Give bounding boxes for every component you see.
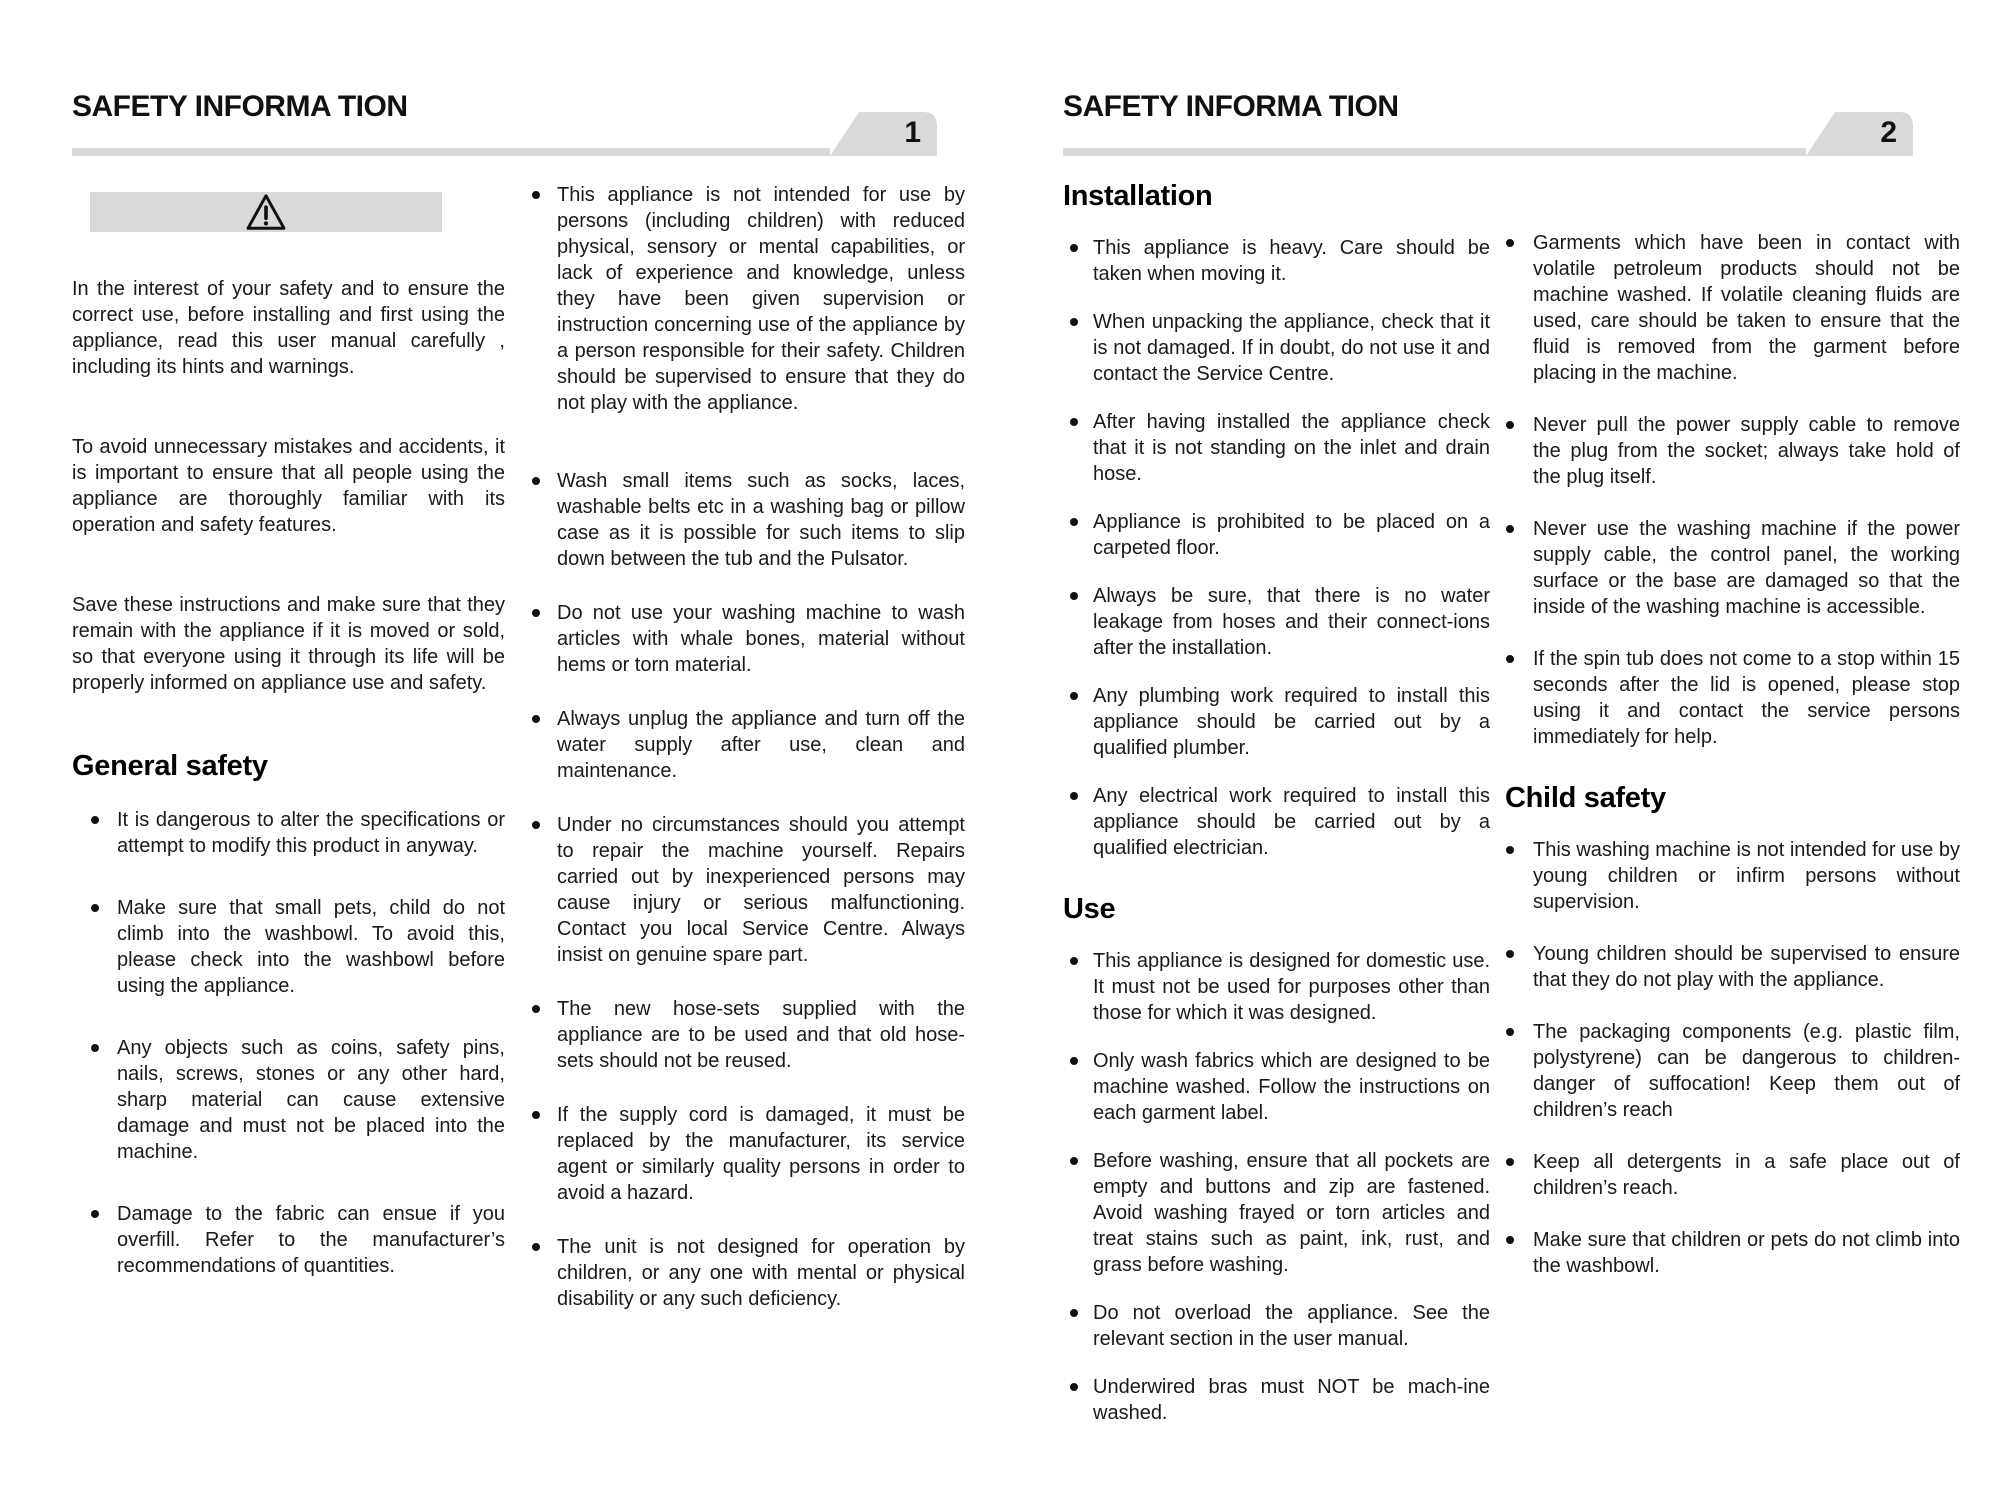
child-safety-list [1505, 837, 1960, 1279]
list-item: After having installed the appliance check that it is not standing on the inlet and drain hose. [1063, 409, 1490, 487]
intro-paragraphs [72, 276, 505, 696]
bullet-marker [1070, 692, 1078, 700]
bullet-marker [532, 191, 540, 199]
bullet-marker [532, 715, 540, 723]
bullet-marker [1506, 1028, 1514, 1036]
section-heading-use: Use [1063, 893, 1116, 925]
bullet-marker [1070, 418, 1078, 426]
warning-banner [90, 192, 442, 232]
list-item: Under no circumstances should you attempt to repair the machine yourself. Repairs carried out by inexperienced persons may cause injury or serious malfunctioning. Contact you local Service Centre. Always insist on genuine spare part. [530, 812, 965, 968]
general-safety-list [72, 807, 505, 1279]
bullet-marker [1070, 957, 1078, 965]
page-2-left-column [1063, 156, 1490, 1448]
list-item: Underwired bras must NOT be mach-ine washed. [1063, 1374, 1490, 1426]
list-item: This appliance is designed for domestic use. It must not be used for purposes other than those for which it was designed. [1063, 948, 1490, 1026]
page-1-right-list [530, 182, 965, 1312]
list-item: Damage to the fabric can ensue if you overfill. Refer to the manufacturer’s recommendations of quantities. [72, 1201, 505, 1279]
header-underline [1063, 148, 1806, 156]
bullet-marker [532, 477, 540, 485]
list-item: Wash small items such as socks, laces, washable belts etc in a washing bag or pillow case as it is possible for such items to slip down between the tub and the Pulsator. [530, 468, 965, 572]
bullet-marker [532, 821, 540, 829]
list-item: Any plumbing work required to install this appliance should be carried out by a qualified plumber. [1063, 683, 1490, 761]
list-item: Any objects such as coins, safety pins, nails, screws, stones or any other hard, sharp material can cause extensive damage and must not be placed into the machine. [72, 1035, 505, 1165]
list-item: It is dangerous to alter the specifications or attempt to modify this product in anyway. [72, 807, 505, 859]
section-heading-installation: Installation [1063, 180, 1213, 212]
intro-paragraph: To avoid unnecessary mistakes and accidents, it is important to ensure that all people using the appliance are thoroughly familiar with its operation and safety features. [72, 436, 505, 536]
list-item: When unpacking the appliance, check that it is not damaged. If in doubt, do not use it and contact the Service Centre. [1063, 309, 1490, 387]
bullet-marker [532, 1111, 540, 1119]
list-item: Only wash fabrics which are designed to be machine washed. Follow the instructions on each garment label. [1063, 1048, 1490, 1126]
page-2-header [1063, 88, 1960, 156]
list-item: The packaging components (e.g. plastic film, polystyrene) can be dangerous to children-danger of suffocation! Keep them out of children’s reach [1505, 1019, 1960, 1123]
list-item: Before washing, ensure that all pockets are empty and buttons and zip are fastened. Avoid washing frayed or torn articles and treat stains such as paint, ink, rust, and grass before washing. [1063, 1148, 1490, 1278]
list-item: If the supply cord is damaged, it must be replaced by the manufacturer, its service agent or similarly quality persons in order to avoid a hazard. [530, 1102, 965, 1206]
bullet-marker [1070, 244, 1078, 252]
bullet-marker [1506, 421, 1514, 429]
list-item: This appliance is heavy. Care should be taken when moving it. [1063, 235, 1490, 287]
list-item: This appliance is not intended for use by persons (including children) with reduced physical, sensory or mental capabilities, or lack of experience and knowledge, unless they have been given supervision or instruction concerning use of the appliance by a person responsible for their safety. Children should be supervised to ensure that they do not play with the appliance. [530, 182, 965, 416]
installation-left-list [1063, 235, 1490, 861]
section-heading-child-safety: Child safety [1505, 782, 1666, 814]
page-number-tab [1806, 112, 1913, 156]
bullet-marker [1506, 846, 1514, 854]
page-number-tab [830, 112, 937, 156]
list-item: Never pull the power supply cable to remove the plug from the socket; always take hold of the plug itself. [1505, 412, 1960, 490]
warning-triangle-icon [245, 193, 287, 231]
bullet-marker [1070, 1383, 1078, 1391]
list-item: The unit is not designed for operation by children, or any one with mental or physical disability or any such deficiency. [530, 1234, 965, 1312]
list-item: Make sure that small pets, child do not climb into the washbowl. To avoid this, please check into the washbowl before using the appliance. [72, 895, 505, 999]
list-item: Appliance is prohibited to be placed on a carpeted floor. [1063, 509, 1490, 561]
list-item: The new hose-sets supplied with the appliance are to be used and that old hose-sets should not be reused. [530, 996, 965, 1074]
list-item: This washing machine is not intended for use by young children or infirm persons without supervision. [1505, 837, 1960, 915]
list-item: Young children should be supervised to ensure that they do not play with the appliance. [1505, 941, 1960, 993]
bullet-marker [1506, 1158, 1514, 1166]
list-item: If the spin tub does not come to a stop within 15 seconds after the lid is opened, please stop using it and contact the service persons immediately for help. [1505, 646, 1960, 750]
bullet-marker [1506, 655, 1514, 663]
page-title: SAFETY INFORMA TION [1063, 90, 1399, 123]
bullet-marker [1070, 318, 1078, 326]
page-1-right-column [530, 156, 965, 1340]
header-underline [72, 148, 830, 156]
page-2 [1063, 88, 1960, 1448]
bullet-marker [91, 816, 99, 824]
intro-paragraph: In the interest of your safety and to ensure the correct use, before installing and first using the appliance, read this user manual carefully , including its hints and warnings. [72, 278, 505, 378]
bullet-marker [1070, 518, 1078, 526]
bullet-marker [1070, 1057, 1078, 1065]
bullet-marker [1070, 592, 1078, 600]
list-item: Garments which have been in contact with volatile petroleum products should not be machine washed. If volatile cleaning fluids are used, care should be taken to ensure that the fluid is removed from the garment before placing in the machine. [1505, 230, 1960, 386]
bullet-marker [532, 1005, 540, 1013]
bullet-marker [1070, 1309, 1078, 1317]
page-1-header [72, 88, 965, 156]
bullet-marker [1506, 525, 1514, 533]
list-item: Always unplug the appliance and turn off the water supply after use, clean and maintenance. [530, 706, 965, 784]
bullet-marker [532, 609, 540, 617]
page-1-left-column [72, 156, 505, 1315]
intro-paragraph: Save these instructions and make sure that they remain with the appliance if it is moved or sold, so that everyone using it through its life will be properly informed on appliance use and safety. [72, 594, 505, 694]
list-item: Do not use your washing machine to wash articles with whale bones, material without hems or torn material. [530, 600, 965, 678]
page-1 [72, 88, 965, 1340]
list-item: Keep all detergents in a safe place out of children’s reach. [1505, 1149, 1960, 1201]
bullet-marker [1070, 1157, 1078, 1165]
page-number: 1 [904, 116, 921, 149]
list-item: Never use the washing machine if the power supply cable, the control panel, the working surface or the base are damaged so that the inside of the washing machine is accessible. [1505, 516, 1960, 620]
bullet-marker [1506, 950, 1514, 958]
bullet-marker [91, 1044, 99, 1052]
bullet-marker [1506, 1236, 1514, 1244]
page-number: 2 [1880, 116, 1897, 149]
section-heading-general-safety: General safety [72, 750, 268, 782]
bullet-marker [532, 1243, 540, 1251]
use-list [1063, 948, 1490, 1426]
bullet-marker [1506, 239, 1514, 247]
page-title: SAFETY INFORMA TION [72, 90, 408, 123]
list-item: Make sure that children or pets do not climb into the washbowl. [1505, 1227, 1960, 1279]
bullet-marker [91, 904, 99, 912]
bullet-marker [1070, 792, 1078, 800]
list-item: Do not overload the appliance. See the relevant section in the user manual. [1063, 1300, 1490, 1352]
installation-right-list [1505, 230, 1960, 750]
list-item: Any electrical work required to install this appliance should be carried out by a qualified electrician. [1063, 783, 1490, 861]
page-2-right-column [1505, 156, 1960, 1305]
list-item: Always be sure, that there is no water leakage from hoses and their connect-ions after the installation. [1063, 583, 1490, 661]
bullet-marker [91, 1210, 99, 1218]
